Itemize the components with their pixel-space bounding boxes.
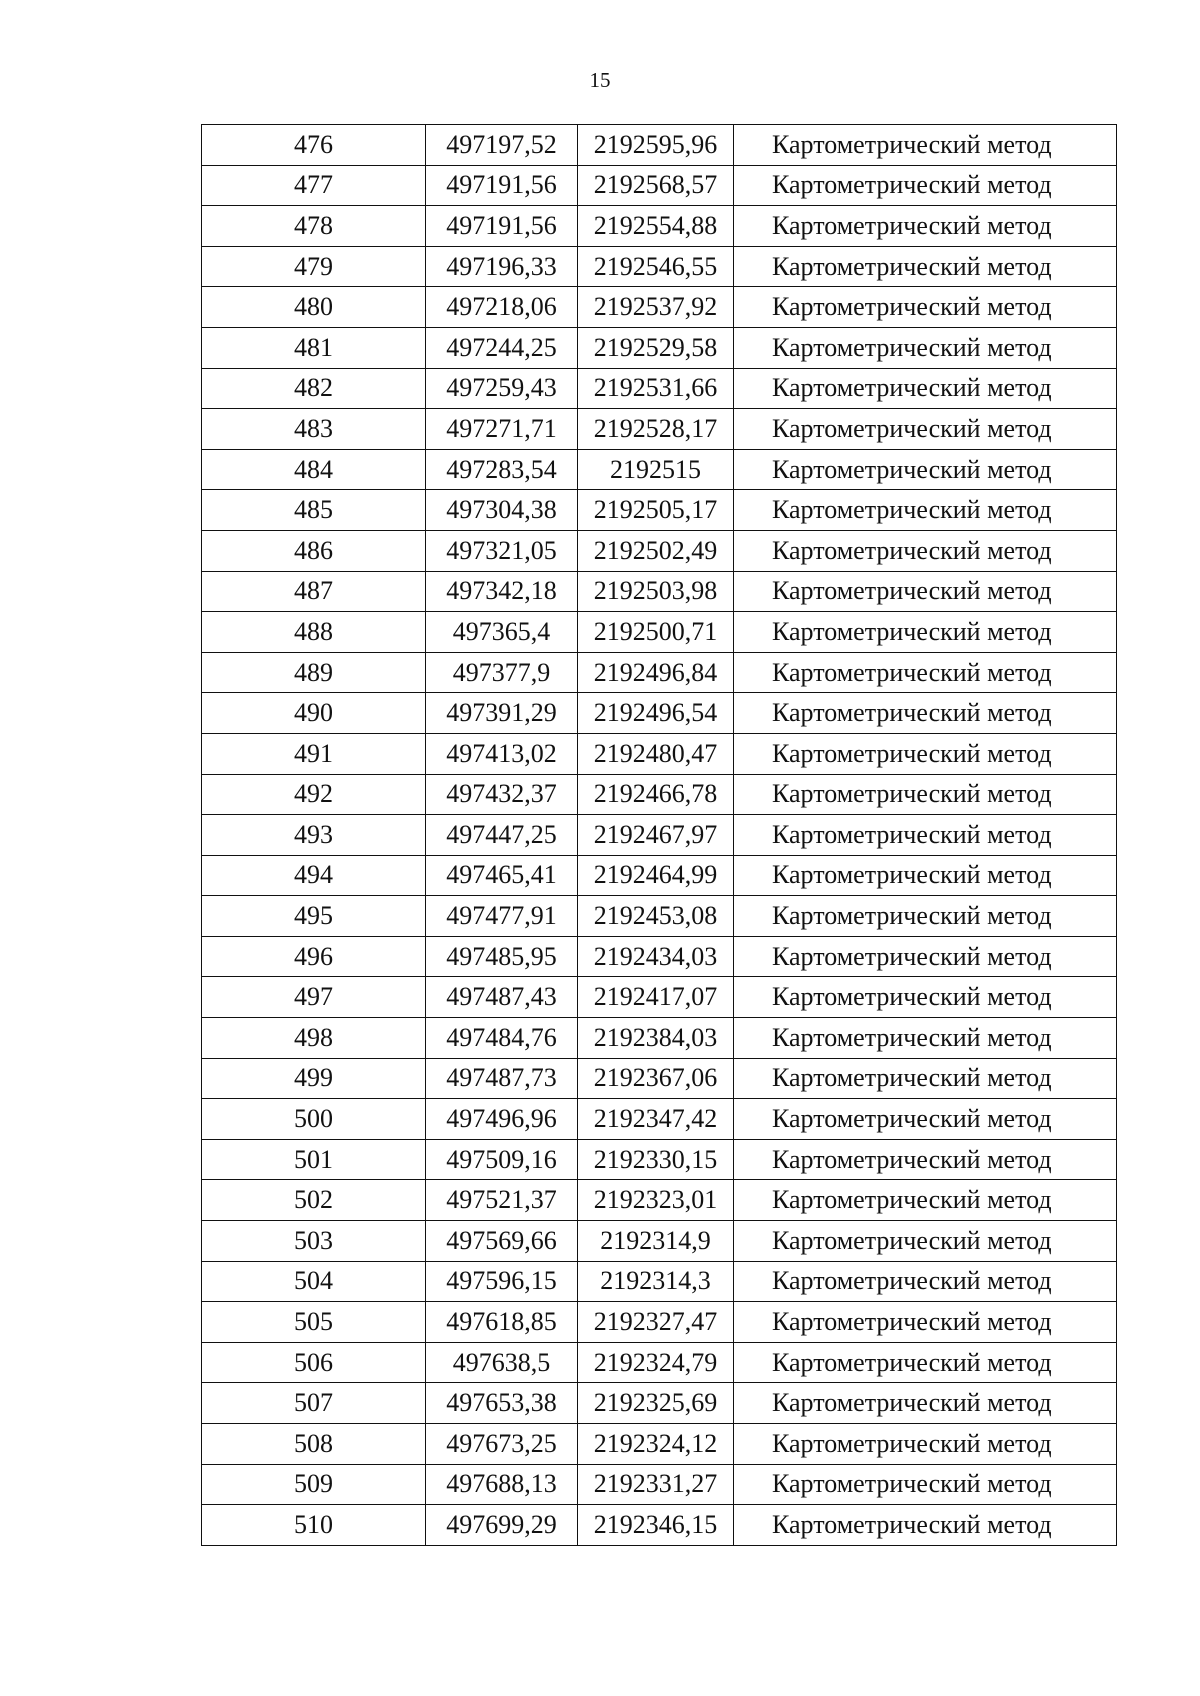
- y-coordinate-cell: 2192496,84: [578, 652, 734, 693]
- y-coordinate-cell: 2192324,12: [578, 1424, 734, 1465]
- table-row: [202, 368, 1117, 409]
- method-cell: Картометрический метод: [734, 612, 1117, 653]
- method-cell: Картометрический метод: [734, 125, 1117, 166]
- point-number-cell: 495: [202, 896, 426, 937]
- method-cell: Картометрический метод: [734, 855, 1117, 896]
- point-number-cell: 503: [202, 1221, 426, 1262]
- x-coordinate-cell: 497521,37: [426, 1180, 578, 1221]
- method-cell: Картометрический метод: [734, 1464, 1117, 1505]
- y-coordinate-cell: 2192502,49: [578, 530, 734, 571]
- x-coordinate-cell: 497673,25: [426, 1424, 578, 1465]
- x-coordinate-cell: 497638,5: [426, 1342, 578, 1383]
- x-coordinate-cell: 497509,16: [426, 1139, 578, 1180]
- point-number-cell: 488: [202, 612, 426, 653]
- point-number-cell: 478: [202, 206, 426, 247]
- point-number-cell: 492: [202, 774, 426, 815]
- y-coordinate-cell: 2192467,97: [578, 815, 734, 856]
- point-number-cell: 486: [202, 530, 426, 571]
- point-number-cell: 506: [202, 1342, 426, 1383]
- y-coordinate-cell: 2192537,92: [578, 287, 734, 328]
- point-number-cell: 509: [202, 1464, 426, 1505]
- x-coordinate-cell: 497484,76: [426, 1018, 578, 1059]
- y-coordinate-cell: 2192324,79: [578, 1342, 734, 1383]
- method-cell: Картометрический метод: [734, 1342, 1117, 1383]
- table-row: [202, 1505, 1117, 1546]
- x-coordinate-cell: 497283,54: [426, 449, 578, 490]
- point-number-cell: 499: [202, 1058, 426, 1099]
- y-coordinate-cell: 2192528,17: [578, 409, 734, 450]
- point-number-cell: 483: [202, 409, 426, 450]
- table-row: [202, 490, 1117, 531]
- method-cell: Картометрический метод: [734, 652, 1117, 693]
- x-coordinate-cell: 497653,38: [426, 1383, 578, 1424]
- y-coordinate-cell: 2192346,15: [578, 1505, 734, 1546]
- x-coordinate-cell: 497688,13: [426, 1464, 578, 1505]
- y-coordinate-cell: 2192515: [578, 449, 734, 490]
- coordinates-table: [201, 124, 1117, 1546]
- method-cell: Картометрический метод: [734, 1018, 1117, 1059]
- method-cell: Картометрический метод: [734, 1139, 1117, 1180]
- x-coordinate-cell: 497447,25: [426, 815, 578, 856]
- point-number-cell: 484: [202, 449, 426, 490]
- x-coordinate-cell: 497191,56: [426, 165, 578, 206]
- y-coordinate-cell: 2192466,78: [578, 774, 734, 815]
- point-number-cell: 490: [202, 693, 426, 734]
- method-cell: Картометрический метод: [734, 1058, 1117, 1099]
- method-cell: Картометрический метод: [734, 409, 1117, 450]
- y-coordinate-cell: 2192314,9: [578, 1221, 734, 1262]
- y-coordinate-cell: 2192323,01: [578, 1180, 734, 1221]
- table-row: [202, 571, 1117, 612]
- x-coordinate-cell: 497465,41: [426, 855, 578, 896]
- table-row: [202, 530, 1117, 571]
- x-coordinate-cell: 497496,96: [426, 1099, 578, 1140]
- method-cell: Картометрический метод: [734, 815, 1117, 856]
- point-number-cell: 508: [202, 1424, 426, 1465]
- table-row: [202, 287, 1117, 328]
- x-coordinate-cell: 497197,52: [426, 125, 578, 166]
- table-row: [202, 327, 1117, 368]
- x-coordinate-cell: 497244,25: [426, 327, 578, 368]
- x-coordinate-cell: 497218,06: [426, 287, 578, 328]
- method-cell: Картометрический метод: [734, 1221, 1117, 1262]
- y-coordinate-cell: 2192314,3: [578, 1261, 734, 1302]
- y-coordinate-cell: 2192529,58: [578, 327, 734, 368]
- table-row: [202, 1099, 1117, 1140]
- table-row: [202, 652, 1117, 693]
- x-coordinate-cell: 497699,29: [426, 1505, 578, 1546]
- point-number-cell: 476: [202, 125, 426, 166]
- x-coordinate-cell: 497321,05: [426, 530, 578, 571]
- point-number-cell: 477: [202, 165, 426, 206]
- point-number-cell: 479: [202, 246, 426, 287]
- table-row: [202, 1464, 1117, 1505]
- table-row: [202, 1302, 1117, 1343]
- method-cell: Картометрический метод: [734, 165, 1117, 206]
- point-number-cell: 485: [202, 490, 426, 531]
- method-cell: Картометрический метод: [734, 327, 1117, 368]
- method-cell: Картометрический метод: [734, 368, 1117, 409]
- point-number-cell: 482: [202, 368, 426, 409]
- point-number-cell: 487: [202, 571, 426, 612]
- point-number-cell: 504: [202, 1261, 426, 1302]
- table-row: [202, 1018, 1117, 1059]
- x-coordinate-cell: 497487,73: [426, 1058, 578, 1099]
- x-coordinate-cell: 497596,15: [426, 1261, 578, 1302]
- x-coordinate-cell: 497487,43: [426, 977, 578, 1018]
- y-coordinate-cell: 2192367,06: [578, 1058, 734, 1099]
- table-row: [202, 1058, 1117, 1099]
- y-coordinate-cell: 2192327,47: [578, 1302, 734, 1343]
- table-row: [202, 1383, 1117, 1424]
- table-row: [202, 1221, 1117, 1262]
- table-row: [202, 733, 1117, 774]
- x-coordinate-cell: 497377,9: [426, 652, 578, 693]
- table-row: [202, 815, 1117, 856]
- method-cell: Картометрический метод: [734, 936, 1117, 977]
- method-cell: Картометрический метод: [734, 1505, 1117, 1546]
- x-coordinate-cell: 497413,02: [426, 733, 578, 774]
- table-row: [202, 855, 1117, 896]
- x-coordinate-cell: 497432,37: [426, 774, 578, 815]
- table-row: [202, 1261, 1117, 1302]
- method-cell: Картометрический метод: [734, 206, 1117, 247]
- method-cell: Картометрический метод: [734, 1261, 1117, 1302]
- y-coordinate-cell: 2192434,03: [578, 936, 734, 977]
- method-cell: Картометрический метод: [734, 571, 1117, 612]
- table-row: [202, 612, 1117, 653]
- x-coordinate-cell: 497271,71: [426, 409, 578, 450]
- table-row: [202, 936, 1117, 977]
- method-cell: Картометрический метод: [734, 287, 1117, 328]
- point-number-cell: 480: [202, 287, 426, 328]
- x-coordinate-cell: 497477,91: [426, 896, 578, 937]
- x-coordinate-cell: 497342,18: [426, 571, 578, 612]
- table-row: [202, 409, 1117, 450]
- table-row: [202, 206, 1117, 247]
- method-cell: Картометрический метод: [734, 1302, 1117, 1343]
- method-cell: Картометрический метод: [734, 530, 1117, 571]
- y-coordinate-cell: 2192503,98: [578, 571, 734, 612]
- method-cell: Картометрический метод: [734, 693, 1117, 734]
- y-coordinate-cell: 2192347,42: [578, 1099, 734, 1140]
- x-coordinate-cell: 497304,38: [426, 490, 578, 531]
- point-number-cell: 497: [202, 977, 426, 1018]
- x-coordinate-cell: 497191,56: [426, 206, 578, 247]
- table-row: [202, 977, 1117, 1018]
- method-cell: Картометрический метод: [734, 896, 1117, 937]
- y-coordinate-cell: 2192480,47: [578, 733, 734, 774]
- y-coordinate-cell: 2192331,27: [578, 1464, 734, 1505]
- table-row: [202, 693, 1117, 734]
- y-coordinate-cell: 2192417,07: [578, 977, 734, 1018]
- table-row: [202, 125, 1117, 166]
- method-cell: Картометрический метод: [734, 774, 1117, 815]
- method-cell: Картометрический метод: [734, 733, 1117, 774]
- table-row: [202, 1424, 1117, 1465]
- method-cell: Картометрический метод: [734, 977, 1117, 1018]
- point-number-cell: 500: [202, 1099, 426, 1140]
- point-number-cell: 505: [202, 1302, 426, 1343]
- point-number-cell: 496: [202, 936, 426, 977]
- x-coordinate-cell: 497618,85: [426, 1302, 578, 1343]
- point-number-cell: 498: [202, 1018, 426, 1059]
- x-coordinate-cell: 497391,29: [426, 693, 578, 734]
- table-row: [202, 1342, 1117, 1383]
- y-coordinate-cell: 2192325,69: [578, 1383, 734, 1424]
- method-cell: Картометрический метод: [734, 1424, 1117, 1465]
- table-row: [202, 1139, 1117, 1180]
- y-coordinate-cell: 2192496,54: [578, 693, 734, 734]
- point-number-cell: 510: [202, 1505, 426, 1546]
- y-coordinate-cell: 2192568,57: [578, 165, 734, 206]
- method-cell: Картометрический метод: [734, 1383, 1117, 1424]
- y-coordinate-cell: 2192453,08: [578, 896, 734, 937]
- point-number-cell: 493: [202, 815, 426, 856]
- table-row: [202, 1180, 1117, 1221]
- page-number: 15: [589, 68, 611, 92]
- y-coordinate-cell: 2192505,17: [578, 490, 734, 531]
- x-coordinate-cell: 497485,95: [426, 936, 578, 977]
- table-row: [202, 449, 1117, 490]
- table-row: [202, 774, 1117, 815]
- point-number-cell: 501: [202, 1139, 426, 1180]
- y-coordinate-cell: 2192531,66: [578, 368, 734, 409]
- x-coordinate-cell: 497196,33: [426, 246, 578, 287]
- y-coordinate-cell: 2192546,55: [578, 246, 734, 287]
- point-number-cell: 481: [202, 327, 426, 368]
- method-cell: Картометрический метод: [734, 246, 1117, 287]
- x-coordinate-cell: 497365,4: [426, 612, 578, 653]
- y-coordinate-cell: 2192554,88: [578, 206, 734, 247]
- x-coordinate-cell: 497569,66: [426, 1221, 578, 1262]
- coordinates-table-body: [202, 125, 1117, 1546]
- y-coordinate-cell: 2192384,03: [578, 1018, 734, 1059]
- method-cell: Картометрический метод: [734, 1180, 1117, 1221]
- point-number-cell: 491: [202, 733, 426, 774]
- table-row: [202, 896, 1117, 937]
- point-number-cell: 494: [202, 855, 426, 896]
- y-coordinate-cell: 2192500,71: [578, 612, 734, 653]
- table-row: [202, 246, 1117, 287]
- method-cell: Картометрический метод: [734, 490, 1117, 531]
- table-row: [202, 165, 1117, 206]
- y-coordinate-cell: 2192464,99: [578, 855, 734, 896]
- method-cell: Картометрический метод: [734, 449, 1117, 490]
- y-coordinate-cell: 2192330,15: [578, 1139, 734, 1180]
- point-number-cell: 489: [202, 652, 426, 693]
- method-cell: Картометрический метод: [734, 1099, 1117, 1140]
- point-number-cell: 502: [202, 1180, 426, 1221]
- y-coordinate-cell: 2192595,96: [578, 125, 734, 166]
- point-number-cell: 507: [202, 1383, 426, 1424]
- x-coordinate-cell: 497259,43: [426, 368, 578, 409]
